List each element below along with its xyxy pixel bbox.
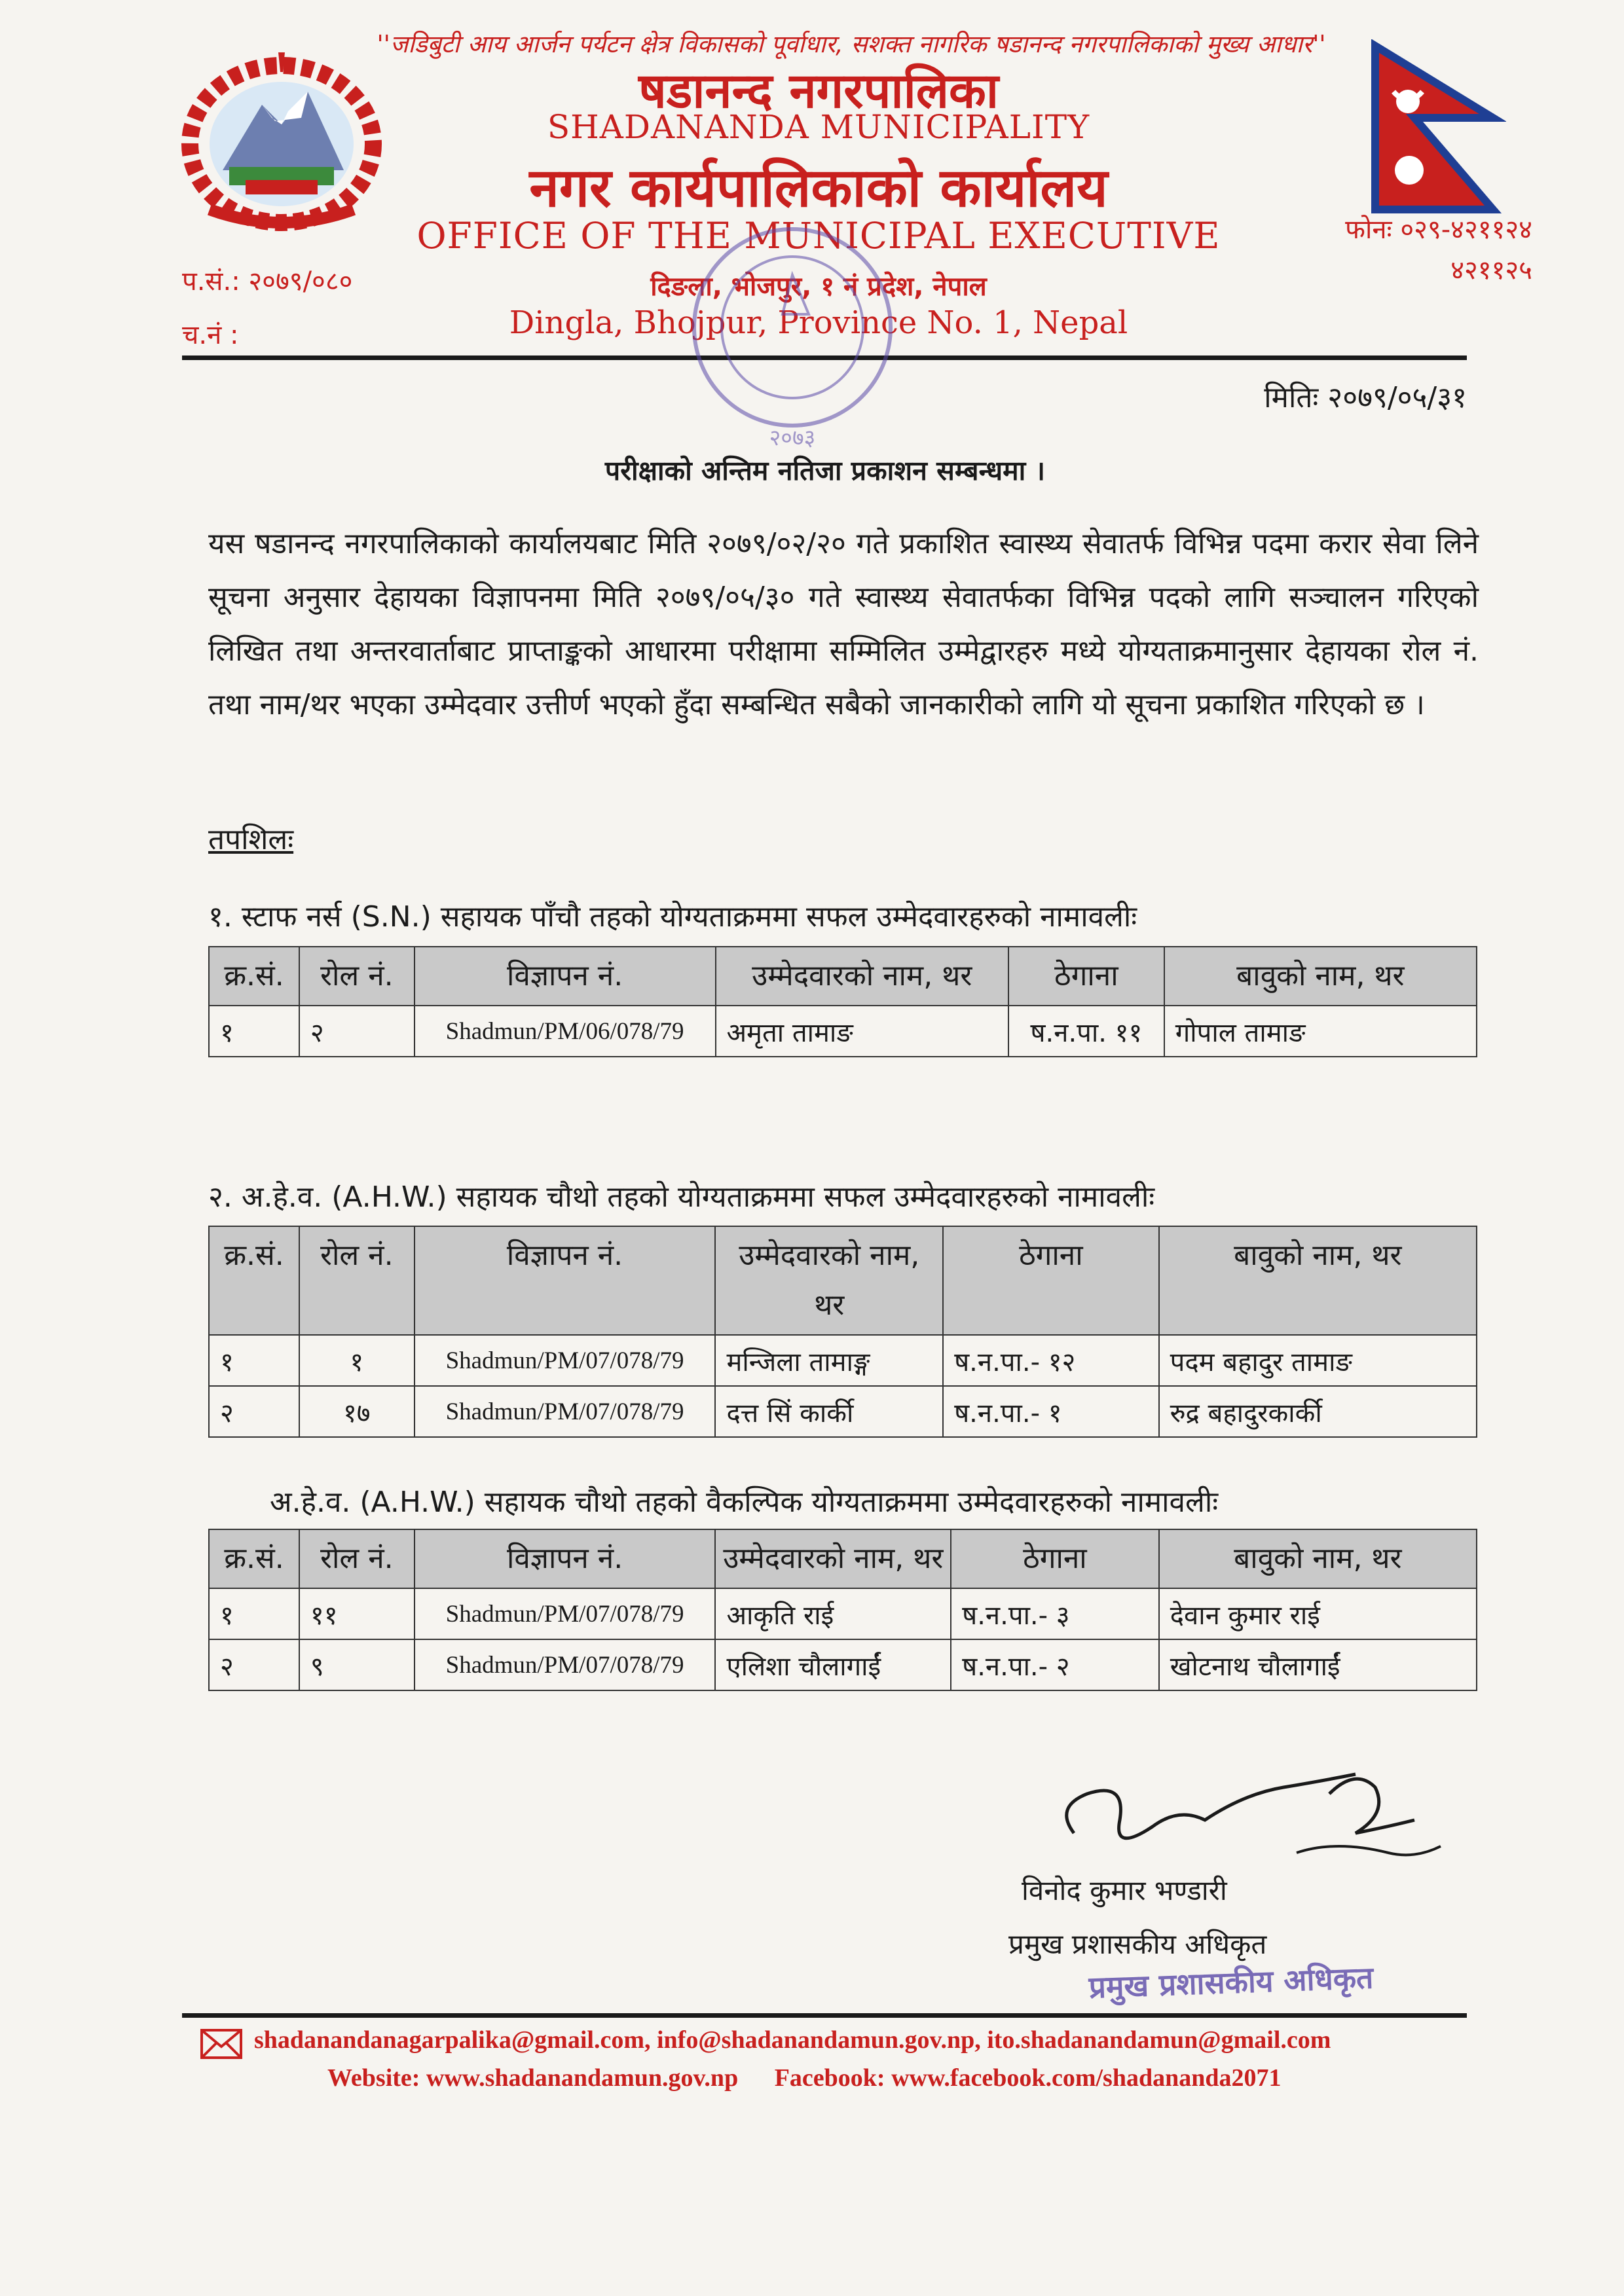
cell-advert: Shadmun/PM/07/078/79 xyxy=(415,1386,716,1437)
col-advert: विज्ञापन नं. xyxy=(415,1529,716,1588)
table-row xyxy=(209,1386,1477,1437)
results-table-staff-nurse xyxy=(208,946,1477,1057)
designation-stamp xyxy=(1061,1950,1401,2015)
table-row xyxy=(209,1639,1477,1690)
col-serial: क्र.सं. xyxy=(209,1529,299,1588)
letter-subject: परीक्षाको अन्तिम नतिजा प्रकाशन सम्बन्धमा । xyxy=(604,455,1046,486)
mail-icon xyxy=(200,2028,243,2060)
cell-candidate: एलिशा चौलागाईं xyxy=(715,1639,951,1690)
cell-serial: १ xyxy=(209,1335,299,1386)
table-header-row xyxy=(209,947,1477,1006)
cell-candidate: दत्त सिं कार्की xyxy=(715,1386,943,1437)
col-address: ठेगाना xyxy=(1008,947,1164,1006)
col-serial: क्र.सं. xyxy=(209,1226,299,1335)
footer-facebook-link[interactable]: Facebook: www.facebook.com/shadananda2071 xyxy=(774,2064,1282,2092)
col-candidate: उम्मेदवारको नाम, थर xyxy=(715,1529,951,1588)
phone-block xyxy=(1244,210,1532,291)
cell-advert: Shadmun/PM/07/078/79 xyxy=(415,1588,716,1639)
section-2-heading: २. अ.हे.व. (A.H.W.) सहायक चौथो तहको योग्यताक्रममा सफल उम्मेदवारहरुको नामावलीः xyxy=(208,1180,1155,1214)
cell-father: पदम बहादुर तामाङ xyxy=(1159,1335,1477,1386)
handwritten-signature xyxy=(1048,1755,1454,1872)
col-roll: रोल नं. xyxy=(299,1529,415,1588)
footer-emails[interactable]: shadanandanagarpalika@gmail.com, info@shadanandamun.gov.np, ito.shadanandamun@gmail.com xyxy=(254,2026,1331,2054)
phone-line-2: ४२११२५ xyxy=(1450,255,1532,285)
col-advert: विज्ञापन नं. xyxy=(415,1226,716,1335)
col-candidate: उम्मेदवारको नाम, थर xyxy=(716,947,1008,1006)
nepal-emblem-icon xyxy=(170,46,393,236)
section-3-heading: अ.हे.व. (A.H.W.) सहायक चौथो तहको वैकल्पिक योग्यताक्रममा उम्मेदवारहरुको नामावलीः xyxy=(270,1485,1219,1519)
results-table-ahw xyxy=(208,1226,1477,1438)
cell-candidate: अमृता तामाङ xyxy=(716,1006,1008,1057)
cell-serial: १ xyxy=(209,1588,299,1639)
address-np: दिङला, भोजपुर, १ नं प्रदेश, नेपाल xyxy=(650,272,987,302)
cell-advert: Shadmun/PM/07/078/79 xyxy=(415,1335,716,1386)
cell-candidate: आकृति राई xyxy=(715,1588,951,1639)
motto: ''जडिबुटी आय आर्जन पर्यटन क्षेत्र विकासको पूर्वाधार, सशक्त नागरिक षडानन्द नगरपालिकाको मुख्य आधार'' xyxy=(377,30,1326,58)
dispatch-number: च.नं : xyxy=(182,320,239,350)
cell-roll: २ xyxy=(299,1006,415,1057)
office-seal-stamp xyxy=(668,216,917,452)
letter-date: मितिः २०७९/०५/३१ xyxy=(1264,381,1467,414)
table-row xyxy=(209,1006,1477,1057)
cell-serial: १ xyxy=(209,1006,299,1057)
section-1-heading: १. स्टाफ नर्स (S.N.) सहायक पाँचौ तहको योग्यताक्रममा सफल उम्मेदवारहरुको नामावलीः xyxy=(208,900,1137,934)
municipality-name-en: SHADANANDA MUNICIPALITY xyxy=(547,108,1090,146)
cell-advert: Shadmun/PM/06/078/79 xyxy=(415,1006,716,1057)
phone-line-1: फोनः ०२९-४२११२४ xyxy=(1345,215,1532,245)
footer-website-link[interactable]: Website: www.shadanandamun.gov.np xyxy=(327,2064,739,2092)
col-father: बावुको नाम, थर xyxy=(1159,1529,1477,1588)
reference-number: प.सं.: २०७९/०८० xyxy=(182,266,353,297)
table-row xyxy=(209,1335,1477,1386)
address-en: Dingla, Bhojpur, Province No. 1, Nepal xyxy=(509,304,1128,341)
cell-address: ष.न.पा.- २ xyxy=(951,1639,1159,1690)
table-row xyxy=(209,1588,1477,1639)
footer-web-line xyxy=(327,2064,1441,2092)
cell-serial: २ xyxy=(209,1386,299,1437)
signatory-name: विनोद कुमार भण्डारी xyxy=(1022,1874,1227,1906)
details-label: तपशिलः xyxy=(208,823,294,856)
col-roll: रोल नं. xyxy=(299,947,415,1006)
nepal-flag-icon xyxy=(1369,39,1506,216)
cell-candidate: मन्जिला तामाङ्ग xyxy=(715,1335,943,1386)
cell-serial: २ xyxy=(209,1639,299,1690)
col-serial: क्र.सं. xyxy=(209,947,299,1006)
col-roll: रोल नं. xyxy=(299,1226,415,1335)
office-name-np: नगर कार्यपालिकाको कार्यालय xyxy=(529,157,1108,219)
col-address: ठेगाना xyxy=(951,1529,1159,1588)
results-table-ahw-alternate xyxy=(208,1529,1477,1691)
col-candidate: उम्मेदवारको नाम, थर xyxy=(715,1226,943,1335)
table-header-row xyxy=(209,1529,1477,1588)
stamp-year: २०७३ xyxy=(769,425,816,451)
cell-address: ष.न.पा.- १२ xyxy=(943,1335,1159,1386)
cell-roll: ९ xyxy=(299,1639,415,1690)
cell-address: ष.न.पा.- ३ xyxy=(951,1588,1159,1639)
cell-advert: Shadmun/PM/07/078/79 xyxy=(415,1639,716,1690)
col-address: ठेगाना xyxy=(943,1226,1159,1335)
cell-father: रुद्र बहादुरकार्की xyxy=(1159,1386,1477,1437)
table-header-row xyxy=(209,1226,1477,1335)
office-name-en: OFFICE OF THE MUNICIPAL EXECUTIVE xyxy=(416,215,1221,257)
col-advert: विज्ञापन नं. xyxy=(415,947,716,1006)
cell-address: ष.न.पा. ११ xyxy=(1008,1006,1164,1057)
col-father: बावुको नाम, थर xyxy=(1164,947,1477,1006)
municipality-name-np: षडानन्द नगरपालिका xyxy=(638,63,999,119)
col-father: बावुको नाम, थर xyxy=(1159,1226,1477,1335)
signatory-title: प्रमुख प्रशासकीय अधिकृत xyxy=(1008,1928,1267,1960)
cell-address: ष.न.पा.- १ xyxy=(943,1386,1159,1437)
designation-stamp-text: प्रमुख प्रशासकीय अधिकृत xyxy=(1088,1959,1375,2005)
cell-father: देवान कुमार राई xyxy=(1159,1588,1477,1639)
cell-roll: १ xyxy=(299,1335,415,1386)
cell-roll: १७ xyxy=(299,1386,415,1437)
footer-divider xyxy=(182,2013,1467,2018)
cell-roll: ११ xyxy=(299,1588,415,1639)
letter-body: यस षडानन्द नगरपालिकाको कार्यालयबाट मिति २०७९/०२/२० गते प्रकाशित स्वास्थ्य सेवातर्फ विभिन्न पदमा करार सेवा लिने सूचना अनुसार देहायका विज्ञापनमा मिति २०७९/०५/३० गते स्वास्थ्य सेवातर्फका विभिन्न पदको लागि सञ्चालन गरिएको लिखित तथा अन्तरवार्ताबाट प्राप्ताङ्कको आधारमा परीक्षामा सम्मिलित उम्मेद्वारहरु मध्ये योग्यताक्रमानुसार देहायका रोल नं. तथा नाम/थर भएका उम्मेदवार उत्तीर्ण भएको हुँदा सम्बन्धित सबैको जानकारीको लागि यो सूचना प्रकाशित गरिएको छ । xyxy=(208,527,1479,721)
cell-father: गोपाल तामाङ xyxy=(1164,1006,1477,1057)
cell-father: खोटनाथ चौलागाईं xyxy=(1159,1639,1477,1690)
